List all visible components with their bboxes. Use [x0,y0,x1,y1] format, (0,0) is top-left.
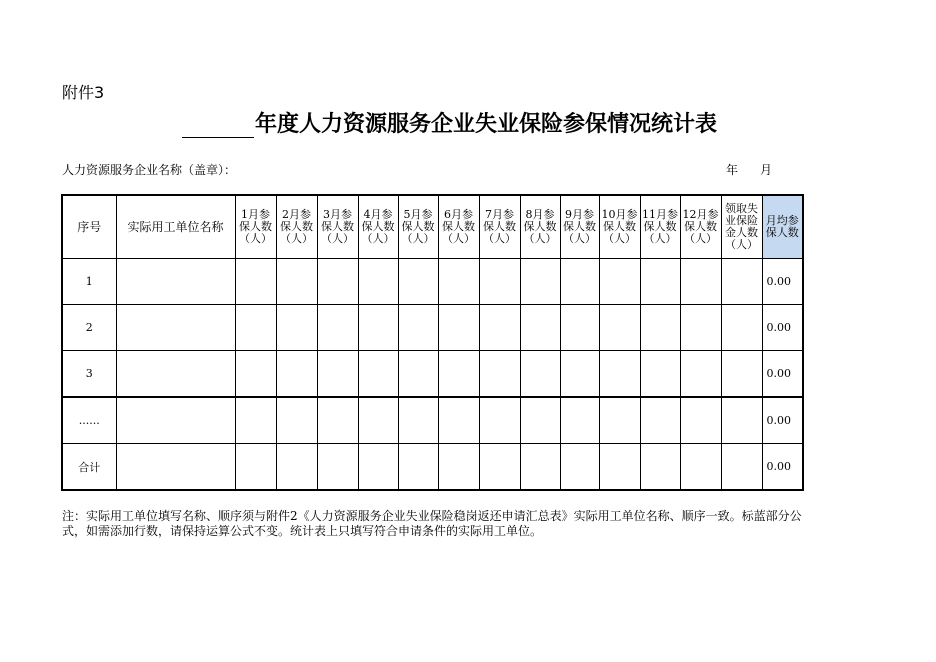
count-cell[interactable] [317,305,358,351]
count-cell[interactable] [680,444,721,491]
header-month-9-line: 保人数 [563,220,596,233]
count-cell[interactable] [560,305,599,351]
header-month-12-line: 12月参 [682,208,719,221]
table-row [62,397,803,444]
count-cell[interactable] [599,444,640,491]
header-month-3-line: 3月参 [323,208,352,221]
header-month-4-line: 4月参 [363,208,393,221]
count-cell[interactable] [276,305,317,351]
count-cell[interactable] [398,259,438,305]
count-cell[interactable] [398,444,438,491]
count-cell[interactable] [680,397,721,444]
count-cell[interactable] [520,444,560,491]
header-month-7-line: 7月参 [485,208,514,221]
header-month-3-line: 保人数 [321,220,354,233]
count-cell[interactable] [317,397,358,444]
header-month-2-line: 2月参 [282,208,311,221]
count-cell[interactable] [640,397,680,444]
header-month-10 [599,195,640,259]
header-month-9-line: 9月参 [565,208,594,221]
count-cell[interactable] [520,351,560,398]
year-month-label [726,161,794,178]
header-month-11-line: 保人数 [643,220,677,233]
count-cell[interactable] [276,351,317,398]
row-monthly-average: 0.00 [762,305,803,351]
header-month-12 [680,195,721,259]
count-cell[interactable] [358,397,398,444]
page-title [182,107,717,138]
row-monthly-average: 0.00 [762,397,803,444]
unit-name-cell[interactable] [116,444,235,491]
header-month-10-line: 10月参 [601,208,638,221]
header-benefit-count [721,195,762,259]
header-month-2 [276,195,317,259]
header-benefit-count-line: 业保险 [725,214,758,227]
count-cell[interactable] [398,397,438,444]
count-cell[interactable] [398,351,438,398]
count-cell[interactable] [438,351,479,398]
count-cell[interactable] [520,397,560,444]
table-row [62,259,803,305]
attachment-label: 附件3 [62,83,105,102]
count-cell[interactable] [479,259,520,305]
year-label: 年 [726,163,739,177]
count-cell[interactable] [560,444,599,491]
row-seq: 合计 [62,444,116,491]
header-month-4-line: 保人数 [361,220,395,233]
header-benefit-count-line: 领取失 [725,202,758,215]
count-cell[interactable] [599,397,640,444]
row-seq: 3 [62,351,116,398]
count-cell[interactable] [599,351,640,398]
header-month-7-line: 保人数 [483,220,516,233]
row-monthly-average: 0.00 [762,351,803,398]
header-month-3 [317,195,358,259]
unit-name-cell[interactable] [116,305,235,351]
row-monthly-average: 0.00 [762,444,803,491]
count-cell[interactable] [235,397,276,444]
header-month-8-line: （人） [523,232,557,245]
count-cell[interactable] [599,259,640,305]
header-month-5 [398,195,438,259]
header-unit-name: 实际用工单位名称 [116,195,235,259]
header-month-6 [438,195,479,259]
row-seq: 2 [62,305,116,351]
header-month-11 [640,195,680,259]
count-cell[interactable] [438,397,479,444]
header-month-3-line: （人） [321,232,354,245]
count-cell[interactable] [276,259,317,305]
statistics-table [61,194,804,491]
count-cell[interactable] [640,305,680,351]
table-header-row [62,195,803,259]
count-cell[interactable] [599,305,640,351]
header-month-5-line: 5月参 [403,208,433,221]
company-name-label: 人力资源服务企业名称（盖章）： [62,163,237,177]
table-row [62,305,803,351]
count-cell[interactable] [640,444,680,491]
header-month-8 [520,195,560,259]
count-cell[interactable] [358,351,398,398]
header-month-6-line: 6月参 [444,208,473,221]
count-cell[interactable] [640,351,680,398]
header-month-1 [235,195,276,259]
count-cell[interactable] [317,259,358,305]
table-row [62,351,803,398]
header-month-1-line: 1月参 [241,208,270,221]
count-cell[interactable] [358,444,398,491]
count-cell[interactable] [721,351,762,398]
count-cell[interactable] [520,305,560,351]
header-month-9 [560,195,599,259]
count-cell[interactable] [721,397,762,444]
header-month-6-line: 保人数 [442,220,475,233]
header-month-2-line: （人） [280,232,313,245]
count-cell[interactable] [721,305,762,351]
footnote: 注：实际用工单位填写名称、顺序须与附件2《人力资源服务企业失业保险稳岗返还申请汇总表》实际用工单位名称、顺序一致。标蓝部分公式，如需添加行数，请保持运算公式不变。统计表上只填写符合申请条件的实际用工单位。 [62,509,802,538]
count-cell[interactable] [276,444,317,491]
header-monthly-average [762,195,803,259]
unit-name-cell[interactable] [116,259,235,305]
count-cell[interactable] [560,259,599,305]
header-benefit-count-line: 金人数 [725,226,758,239]
header-seq: 序号 [62,195,116,259]
count-cell[interactable] [680,259,721,305]
count-cell[interactable] [721,444,762,491]
year-blank-line [182,113,254,138]
header-month-10-line: 保人数 [603,220,636,233]
header-month-1-line: 保人数 [239,220,272,233]
count-cell[interactable] [235,444,276,491]
header-month-7-line: （人） [483,232,516,245]
header-month-12-line: 保人数 [684,220,717,233]
count-cell[interactable] [438,259,479,305]
count-cell[interactable] [520,259,560,305]
header-month-1-line: （人） [239,232,272,245]
unit-name-cell[interactable] [116,397,235,444]
header-month-4-line: （人） [361,232,395,245]
count-cell[interactable] [479,351,520,398]
count-cell[interactable] [479,444,520,491]
count-cell[interactable] [721,259,762,305]
count-cell[interactable] [235,305,276,351]
header-monthly-average-line: 月均参 [765,214,799,227]
row-seq: ...... [62,397,116,444]
count-cell[interactable] [560,351,599,398]
unit-name-cell[interactable] [116,351,235,398]
header-month-11-line: 11月参 [642,208,678,221]
header-month-4 [358,195,398,259]
count-cell[interactable] [398,305,438,351]
count-cell[interactable] [358,259,398,305]
count-cell[interactable] [317,444,358,491]
header-month-5-line: （人） [401,232,435,245]
count-cell[interactable] [560,397,599,444]
title-text: 年度人力资源服务企业失业保险参保情况统计表 [255,112,718,137]
row-seq: 1 [62,259,116,305]
header-month-11-line: （人） [643,232,677,245]
header-month-2-line: 保人数 [280,220,313,233]
header-month-8-line: 8月参 [525,208,555,221]
count-cell[interactable] [680,351,721,398]
count-cell[interactable] [235,351,276,398]
header-month-7 [479,195,520,259]
table-row [62,444,803,491]
header-month-5-line: 保人数 [401,220,435,233]
row-monthly-average: 0.00 [762,259,803,305]
count-cell[interactable] [640,259,680,305]
count-cell[interactable] [358,305,398,351]
count-cell[interactable] [438,444,479,491]
count-cell[interactable] [680,305,721,351]
count-cell[interactable] [479,305,520,351]
count-cell[interactable] [276,397,317,444]
count-cell[interactable] [438,305,479,351]
header-benefit-count-line: （人） [725,238,758,251]
count-cell[interactable] [317,351,358,398]
count-cell[interactable] [235,259,276,305]
header-month-6-line: （人） [442,232,475,245]
header-month-9-line: （人） [563,232,596,245]
month-label: 月 [760,163,773,177]
count-cell[interactable] [479,397,520,444]
header-month-10-line: （人） [603,232,636,245]
header-month-8-line: 保人数 [523,220,557,233]
header-monthly-average-line: 保人数 [765,226,799,239]
header-month-12-line: （人） [684,232,717,245]
